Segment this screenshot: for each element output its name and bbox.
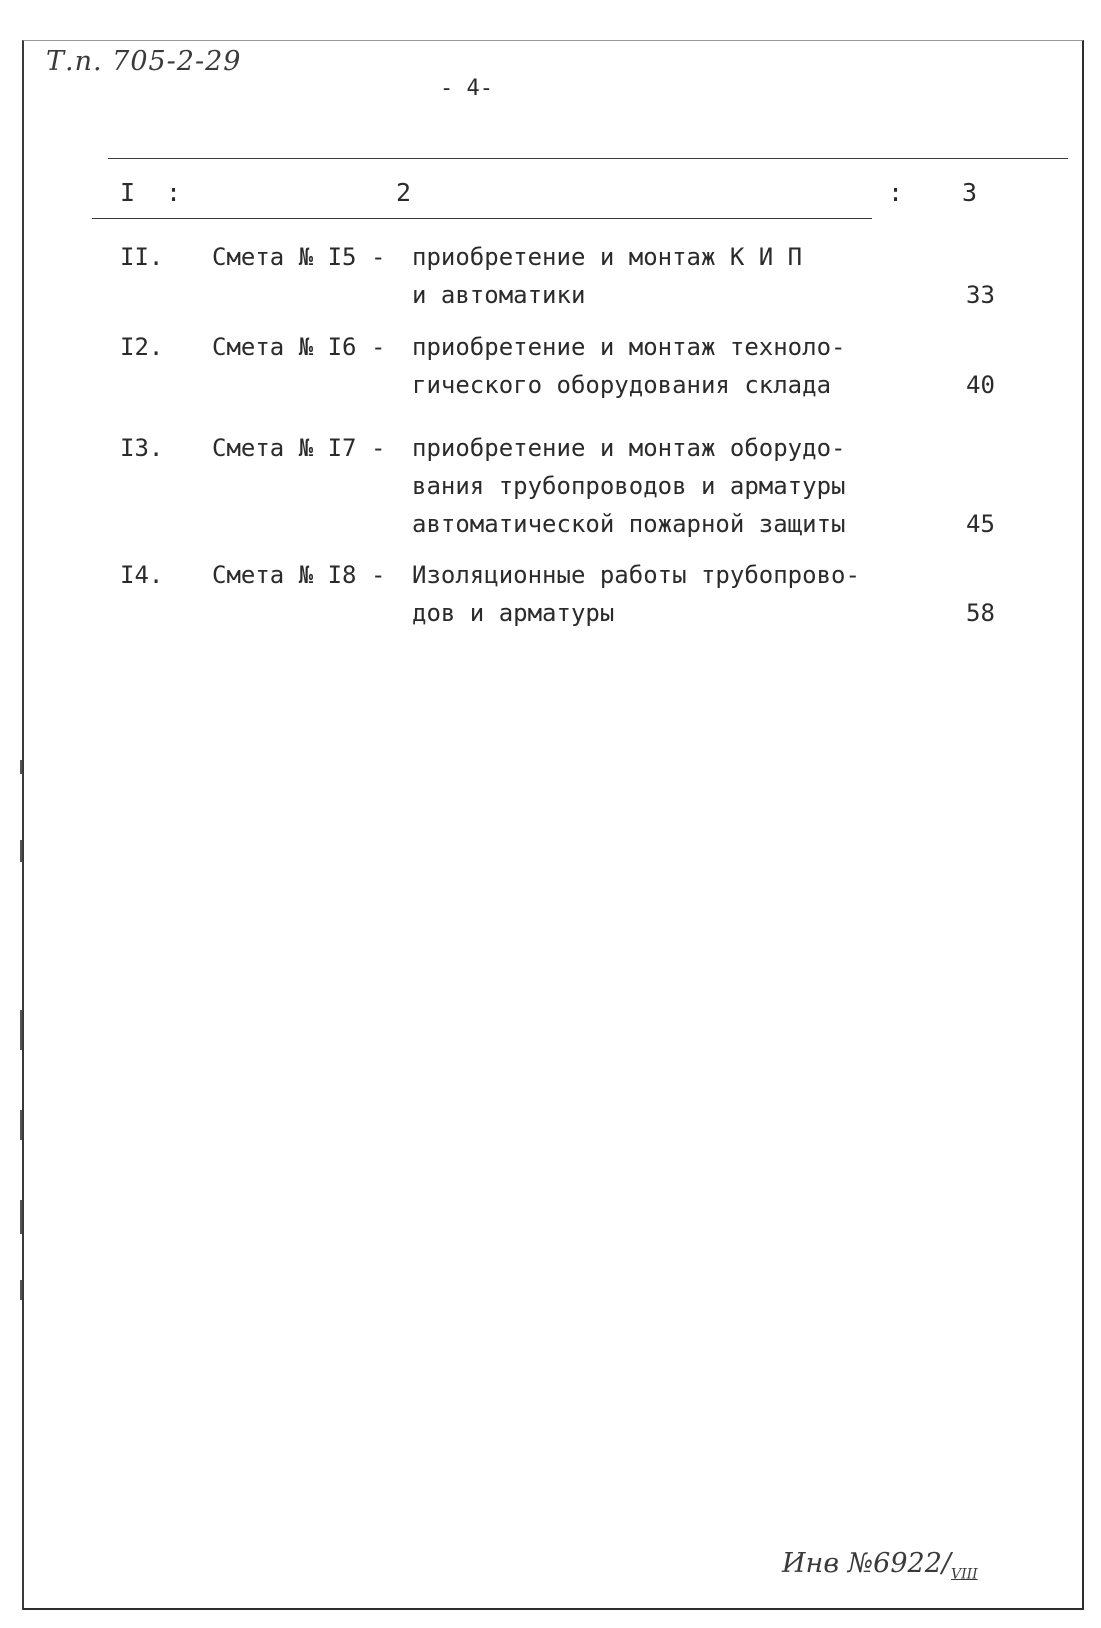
scan-mark [20,840,22,862]
scan-mark [20,1010,22,1050]
estimate-label: Смета № I6 - [212,333,386,361]
row-description [412,556,892,632]
description-line: автоматической пожарной защиты [412,510,846,538]
row-number: I3. [120,434,164,462]
table-header-rule [92,218,872,219]
row-page-number: 45 [966,510,995,538]
estimate-label: Смета № I7 - [212,434,386,462]
description-line: приобретение и монтаж оборудо- [412,434,846,462]
description-line: вания трубопроводов и арматуры [412,472,846,500]
row-number: I2. [120,333,164,361]
row-number: II. [120,243,164,271]
column-header-3: 3 [962,178,978,207]
description-line: дов и арматуры [412,599,615,627]
scan-mark [20,1280,22,1300]
estimate-label: Смета № I5 - [212,243,386,271]
column-header-1: I [120,178,136,207]
column-separator-1: : [166,178,182,207]
scan-mark [20,760,22,774]
description-line: приобретение и монтаж техноло- [412,333,846,361]
inventory-suffix: VIII [951,1566,978,1583]
row-page-number: 33 [966,281,995,309]
description-line: и автоматики [412,281,586,309]
table-top-rule [108,158,1068,159]
description-line: Изоляционные работы трубопрово- [412,561,860,589]
document-code: Т.п. 705-2-29 [46,46,242,77]
column-separator-2: : [888,178,904,207]
inventory-number [782,1548,978,1582]
column-header-2: 2 [396,178,412,207]
scan-mark [20,1110,22,1140]
row-page-number: 40 [966,371,995,399]
row-description [412,429,892,543]
row-description [412,328,892,404]
estimate-label: Смета № I8 - [212,561,386,589]
row-description [412,238,892,314]
row-number: I4. [120,561,164,589]
row-page-number: 58 [966,599,995,627]
description-line: приобретение и монтаж К И П [412,243,803,271]
scan-mark [20,1200,22,1234]
description-line: гического оборудования склада [412,371,832,399]
page-number: - 4- [440,76,493,101]
inventory-text: Инв №6922/ [782,1548,951,1579]
